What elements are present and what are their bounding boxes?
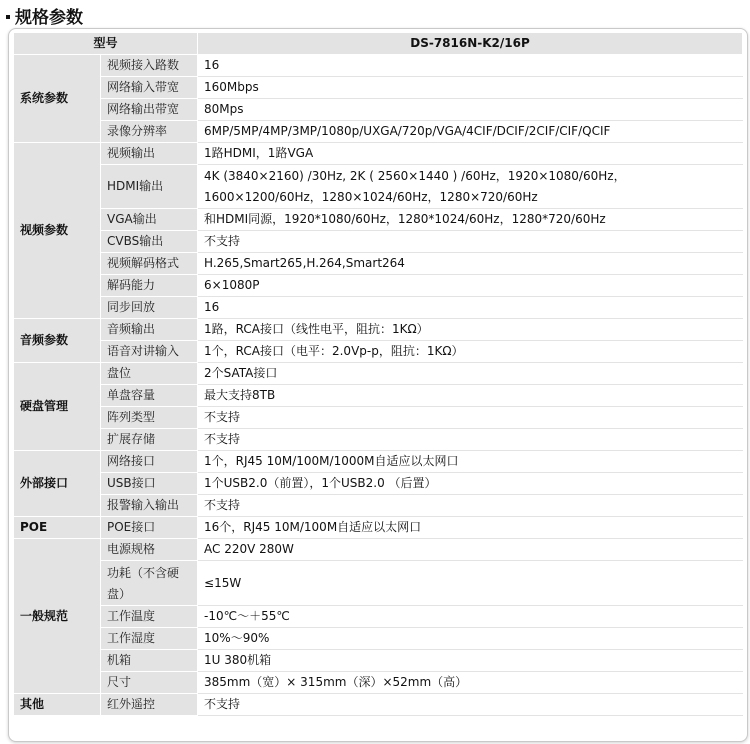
spec-value: H.265,Smart265,H.264,Smart264: [198, 253, 743, 275]
spec-value: 160Mbps: [198, 77, 743, 99]
spec-value: 10%～90%: [198, 628, 743, 650]
spec-value: 385mm（宽）× 315mm（深）×52mm（高）: [198, 672, 743, 694]
table-row: [14, 121, 743, 143]
spec-label: 功耗（不含硬盘）: [101, 561, 198, 606]
table-row: [14, 99, 743, 121]
bullet-icon: [6, 15, 10, 19]
spec-label: 网络接口: [101, 451, 198, 473]
spec-label: 报警输入输出: [101, 495, 198, 517]
spec-value: 6×1080P: [198, 275, 743, 297]
spec-value: 1路HDMI，1路VGA: [198, 143, 743, 165]
spec-value: 1个，RCA接口（电平：2.0Vp-p，阻抗：1KΩ）: [198, 341, 743, 363]
table-row: [14, 253, 743, 275]
spec-value: 不支持: [198, 495, 743, 517]
spec-value: 不支持: [198, 694, 743, 716]
spec-label: 红外遥控: [101, 694, 198, 716]
spec-label: 录像分辨率: [101, 121, 198, 143]
table-row: [14, 650, 743, 672]
spec-value: 1路，RCA接口（线性电平，阻抗：1KΩ）: [198, 319, 743, 341]
table-row: [14, 363, 743, 385]
table-row: [14, 77, 743, 99]
category-system: 系统参数: [14, 55, 101, 143]
table-row: [14, 209, 743, 231]
spec-value: 1个USB2.0（前置），1个USB2.0 （后置）: [198, 473, 743, 495]
spec-label: 网络输出带宽: [101, 99, 198, 121]
page-heading: [6, 2, 83, 28]
category-other: 其他: [14, 694, 101, 716]
spec-label: POE接口: [101, 517, 198, 539]
spec-value: 最大支持8TB: [198, 385, 743, 407]
spec-value: -10℃～＋55℃: [198, 606, 743, 628]
table-row: [14, 165, 743, 209]
spec-label: USB接口: [101, 473, 198, 495]
spec-value: 2个SATA接口: [198, 363, 743, 385]
table-row: [14, 275, 743, 297]
table-header-row: [14, 33, 743, 55]
table-row: [14, 385, 743, 407]
spec-label: 电源规格: [101, 539, 198, 561]
header-label: 型号: [14, 33, 198, 55]
spec-value: 不支持: [198, 407, 743, 429]
table-row: [14, 694, 743, 716]
category-video: 视频参数: [14, 143, 101, 319]
spec-value: 不支持: [198, 429, 743, 451]
table-row: [14, 451, 743, 473]
spec-value: 1U 380机箱: [198, 650, 743, 672]
spec-card: [8, 28, 748, 742]
spec-value: 6MP/5MP/4MP/3MP/1080p/UXGA/720p/VGA/4CIF/DCIF/2CIF/CIF/QCIF: [198, 121, 743, 143]
spec-label: 阵列类型: [101, 407, 198, 429]
page-title: 规格参数: [15, 7, 83, 28]
category-disk: 硬盘管理: [14, 363, 101, 451]
table-row: [14, 495, 743, 517]
spec-value: 16个，RJ45 10M/100M自适应以太网口: [198, 517, 743, 539]
spec-label: CVBS输出: [101, 231, 198, 253]
spec-value: 16: [198, 55, 743, 77]
category-general: 一般规范: [14, 539, 101, 694]
table-row: [14, 297, 743, 319]
table-row: [14, 55, 743, 77]
spec-label: 工作湿度: [101, 628, 198, 650]
table-row: [14, 606, 743, 628]
spec-label: 语音对讲输入: [101, 341, 198, 363]
spec-label: 盘位: [101, 363, 198, 385]
spec-value: 4K (3840×2160) /30Hz, 2K ( 2560×1440 ) /60Hz，1920×1080/60Hz，1600×1200/60Hz，1280×1024/60Hz，1280×720/60Hz: [198, 165, 743, 209]
spec-value: 和HDMI同源，1920*1080/60Hz，1280*1024/60Hz，1280*720/60Hz: [198, 209, 743, 231]
table-row: [14, 231, 743, 253]
spec-label: 网络输入带宽: [101, 77, 198, 99]
category-poe: POE: [14, 517, 101, 539]
spec-label: 扩展存储: [101, 429, 198, 451]
table-row: [14, 407, 743, 429]
spec-value: 1个，RJ45 10M/100M/1000M自适应以太网口: [198, 451, 743, 473]
table-row: [14, 628, 743, 650]
table-row: [14, 672, 743, 694]
table-row: [14, 517, 743, 539]
spec-value: ≤15W: [198, 561, 743, 606]
model-number: DS-7816N-K2/16P: [198, 33, 743, 55]
spec-label: 视频解码格式: [101, 253, 198, 275]
spec-value: 不支持: [198, 231, 743, 253]
table-row: [14, 539, 743, 561]
table-row: [14, 143, 743, 165]
category-audio: 音频参数: [14, 319, 101, 363]
spec-label: VGA输出: [101, 209, 198, 231]
spec-label: 同步回放: [101, 297, 198, 319]
spec-label: 音频输出: [101, 319, 198, 341]
table-row: [14, 561, 743, 606]
spec-value: 16: [198, 297, 743, 319]
spec-label: 解码能力: [101, 275, 198, 297]
spec-label: 工作温度: [101, 606, 198, 628]
spec-label: 单盘容量: [101, 385, 198, 407]
spec-value: AC 220V 280W: [198, 539, 743, 561]
table-row: [14, 341, 743, 363]
table-row: [14, 473, 743, 495]
spec-table: [13, 32, 743, 716]
spec-label: 机箱: [101, 650, 198, 672]
table-row: [14, 319, 743, 341]
spec-value: 80Mps: [198, 99, 743, 121]
table-row: [14, 429, 743, 451]
spec-label: 尺寸: [101, 672, 198, 694]
category-external: 外部接口: [14, 451, 101, 517]
spec-label: 视频接入路数: [101, 55, 198, 77]
spec-label: HDMI输出: [101, 165, 198, 209]
spec-label: 视频输出: [101, 143, 198, 165]
